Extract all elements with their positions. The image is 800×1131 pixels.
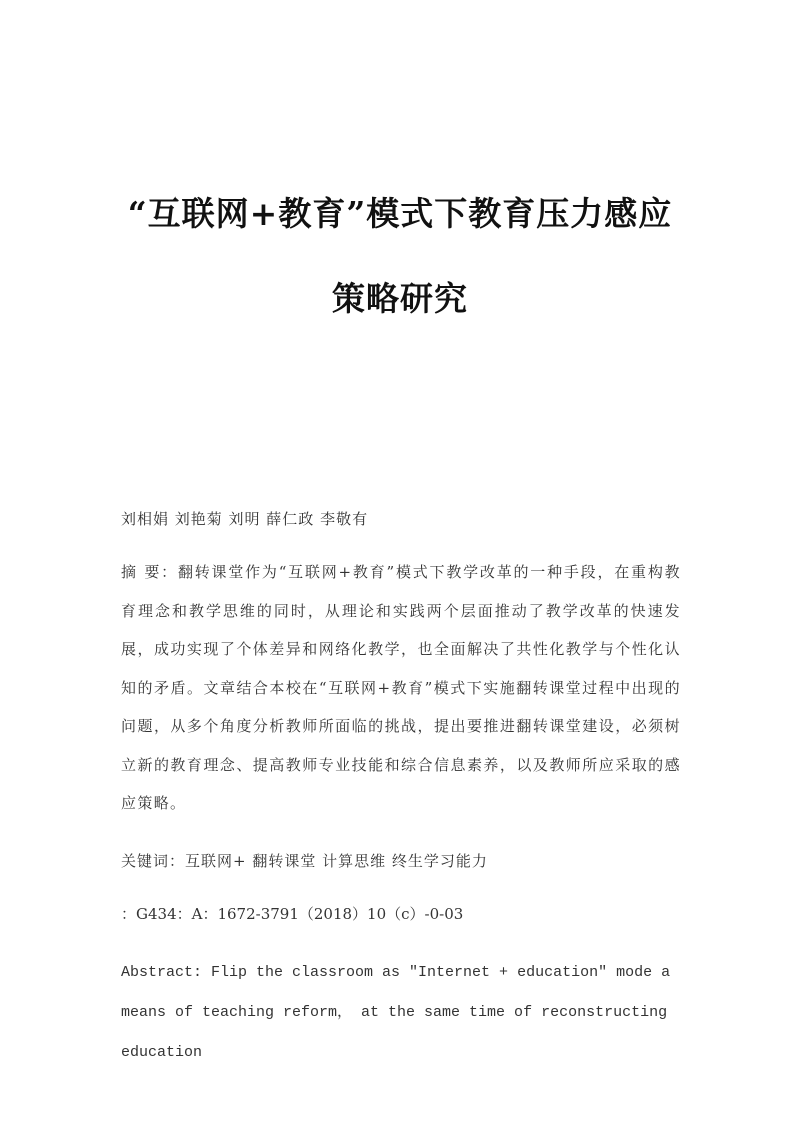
paper-title-line-2: 策略研究 xyxy=(332,279,468,318)
classification-line: ：G434：A：1672-3791（2018）10（c）-0-03 xyxy=(121,905,464,923)
keywords-line: 关键词：互联网+ 翻转课堂 计算思维 终生学习能力 xyxy=(121,852,488,870)
english-abstract: Abstract: Flip the classroom as "Internet + education" mode a means of teaching reform， at the same time of reconstructing education xyxy=(121,964,671,1061)
author-list: 刘相娟 刘艳菊 刘明 薛仁政 李敬有 xyxy=(121,510,369,528)
chinese-abstract: 摘 要：翻转课堂作为“互联网+教育”模式下教学改革的一种手段，在重构教育理念和教学思维的同时，从理论和实践两个层面推动了教学改革的快速发展，成功实现了个体差异和网络化教学，也全面解决了共性化教学与个性化认知的矛盾。文章结合本校在“互联网+教育”模式下实施翻转课堂过程中出现的问题，从多个角度分析教师所面临的挑战，提出要推进翻转课堂建设，必须树立新的教育理念、提高教师专业技能和综合信息素养，以及教师所应采取的感应策略。 xyxy=(121,563,681,812)
paper-title-line-1: “互联网+教育”模式下教育压力感应 xyxy=(127,194,673,233)
